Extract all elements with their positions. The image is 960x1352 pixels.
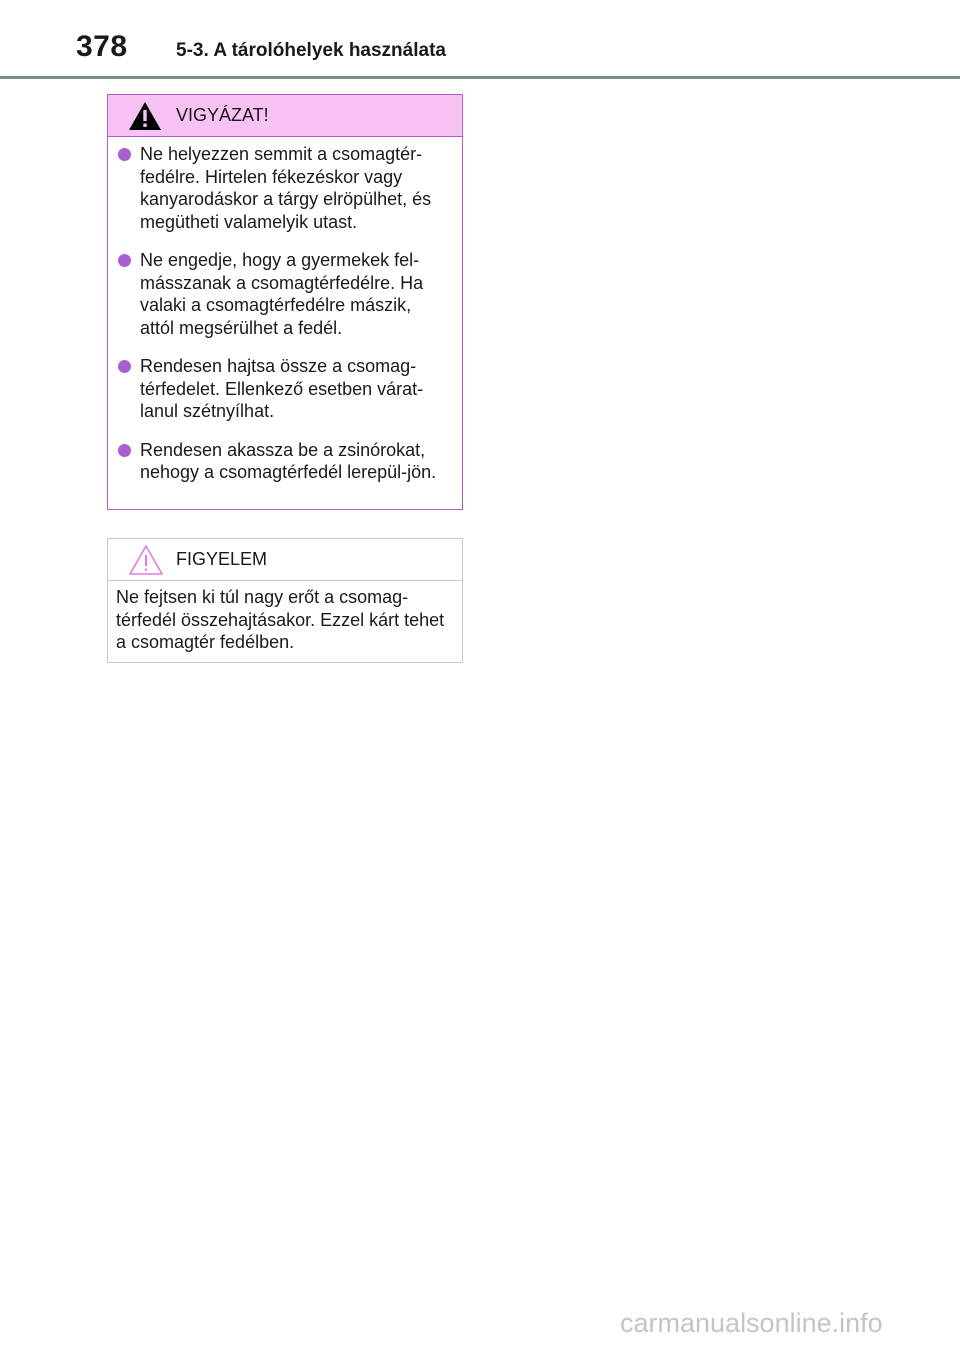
warning-item [116,355,446,423]
caution-triangle-outline-icon [128,544,164,576]
section-title: 5-3. A tárolóhelyek használata [176,40,446,61]
bullet-icon [118,360,131,373]
warning-title: VIGYÁZAT! [176,105,269,125]
warning-triangle-icon [128,101,162,131]
warning-item-text: Ne engedje, hogy a gyermekek fel-másszanak a csomagtérfedélre. Ha valaki a csomagtérfedélre mászik, attól megsérülhet a fedél. [140,250,424,338]
warning-box [107,94,463,510]
header-divider [0,76,960,79]
watermark: carmanualsonline.info [620,1308,883,1338]
warning-item-text: Rendesen hajtsa össze a csomag-térfedelet. Ellenkező esetben várat-lanul szétnyílhat. [140,356,424,421]
notice-header [108,539,462,581]
warning-item [116,249,446,339]
warning-header [108,95,462,137]
notice-text: Ne fejtsen ki túl nagy erőt a csomag-térfedél összehajtásakor. Ezzel kárt tehet a csomagtér fedélben. [116,587,445,652]
bullet-icon [118,444,131,457]
page-number: 378 [76,30,128,63]
notice-box [107,538,463,663]
page-header [0,0,960,80]
notice-title: FIGYELEM [176,549,268,569]
bullet-icon [118,254,131,267]
warning-item-text: Ne helyezzen semmit a csomagtér-fedélre. Hirtelen fékezéskor vagy kanyarodáskor a tárgy elröpülhet, és megütheti valamelyik utast. [140,144,432,232]
warning-item [116,439,446,484]
warning-item [116,143,446,233]
warning-body [108,137,462,484]
warning-item-text: Rendesen akassza be a zsinórokat, nehogy a csomagtérfedél lerepül-jön. [140,439,437,482]
bullet-icon [118,148,131,161]
